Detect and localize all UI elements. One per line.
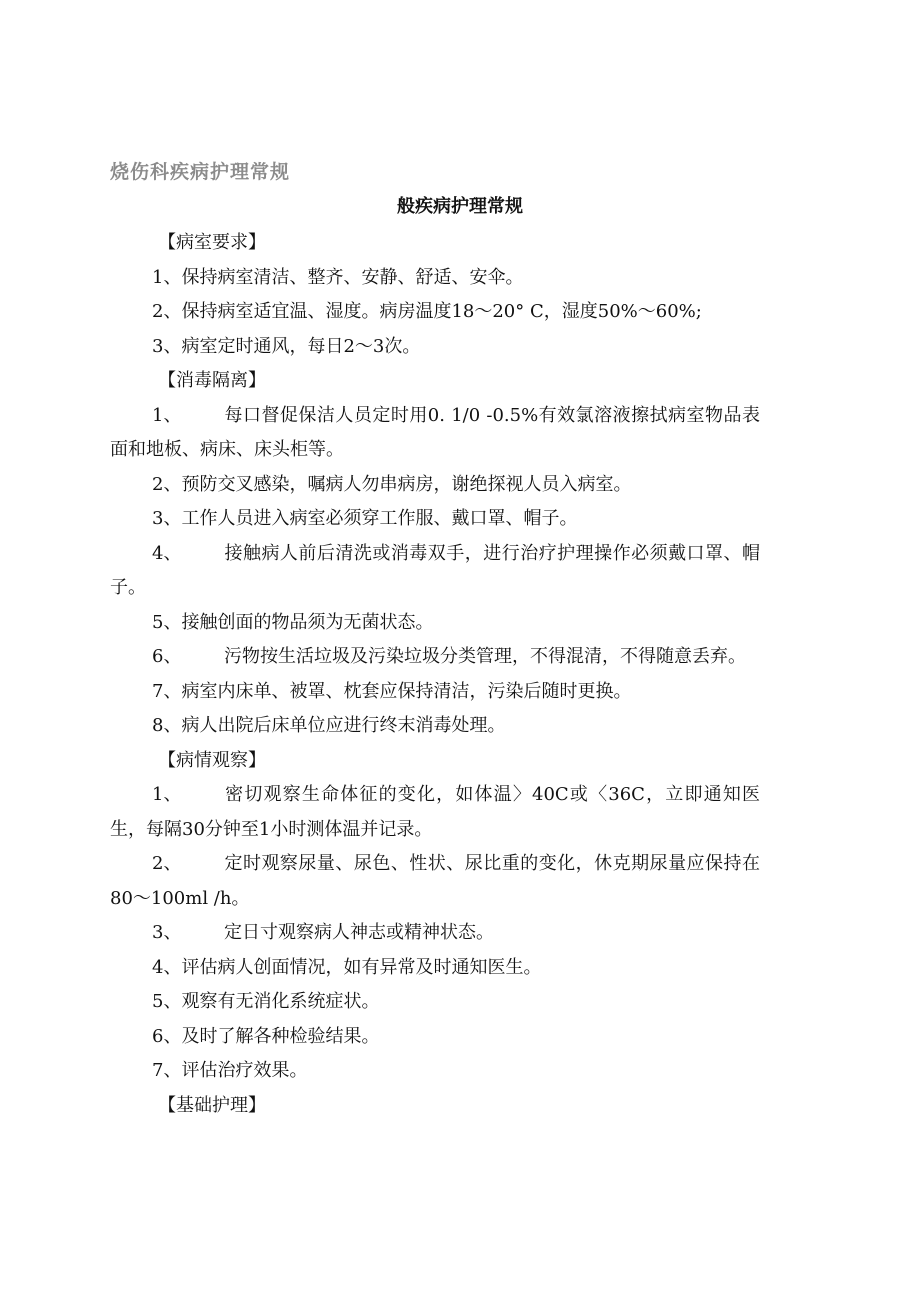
item-text: 病室定时通风，每日2〜3次。	[181, 335, 421, 357]
list-item	[110, 606, 760, 641]
item-number: 5、	[152, 611, 182, 633]
item-number: 6、	[152, 1025, 182, 1047]
list-item	[110, 295, 760, 330]
section-heading: 【消毒隔离】	[158, 370, 266, 391]
item-text: 接触病人前后清洗或消毒双手，进行治疗护理操作必须戴口罩、帽子。	[110, 542, 760, 598]
item-text: 污物按生活垃圾及污染垃圾分类管理，不得混清，不得随意丢弃。	[224, 646, 746, 667]
item-number: 3、	[152, 335, 182, 357]
item-number: 4、	[152, 956, 182, 978]
item-number: 1、	[152, 784, 182, 805]
document-title: 烧伤科疾病护理常规	[110, 161, 291, 183]
item-number: 2、	[152, 853, 182, 874]
item-number: 1、	[152, 266, 182, 288]
list-item	[110, 951, 760, 986]
document-body	[110, 226, 760, 1123]
list-item	[110, 330, 760, 365]
list-item	[110, 916, 760, 951]
item-text: 预防交叉感染，嘱病人勿串病房，谢绝探视人员入病室。	[181, 473, 632, 495]
item-text: 评估治疗效果。	[181, 1060, 308, 1081]
item-text: 保持病室适宜温、湿度。病房温度18〜20° C，湿度50%〜60%;	[181, 301, 702, 322]
item-number: 3、	[152, 922, 182, 943]
section-heading: 【病室要求】	[158, 232, 266, 253]
list-item	[110, 399, 760, 468]
item-text: 每口督促保洁人员定时用0. 1/0 -0.5%有效氯溶液擦拭病室物品表面和地板、病床、床头柜等。	[110, 404, 760, 460]
list-item	[110, 985, 760, 1020]
item-text: 病人出院后床单位应进行终末消毒处理。	[181, 715, 506, 736]
item-number: 1、	[152, 404, 182, 426]
section-subtitle: 般疾病护理常规	[397, 196, 523, 217]
section-heading: 【基础护理】	[158, 1094, 266, 1116]
list-item	[110, 1054, 760, 1089]
item-number: 4、	[152, 542, 182, 564]
item-number: 2、	[152, 301, 182, 322]
list-item	[110, 468, 760, 503]
item-text: 病室内床单、被罩、枕套应保持清洁，污染后随时更换。	[181, 680, 632, 702]
item-number: 3、	[152, 508, 182, 529]
list-item	[110, 502, 760, 537]
item-text: 及时了解各种检验结果。	[181, 1025, 380, 1047]
item-text: 密切观察生命体征的变化，如体温〉40C或〈36C，立即通知医生，每隔30分钟至1小时测体温并记录。	[110, 784, 760, 840]
item-text: 定时观察尿量、尿色、性状、尿比重的变化，休克期尿量应保持在80〜100ml /h。	[110, 853, 760, 909]
list-item	[110, 261, 760, 296]
item-number: 8、	[152, 715, 182, 736]
list-item	[110, 709, 760, 744]
item-text: 保持病室清洁、整齐、安静、舒适、安伞。	[181, 266, 524, 288]
item-text: 定日寸观察病人神志或精神状态。	[224, 922, 494, 943]
item-text: 接触创面的物品须为无菌状态。	[181, 611, 434, 633]
item-number: 7、	[152, 680, 182, 702]
list-item	[110, 847, 760, 916]
section-heading: 【病情观察】	[158, 749, 266, 771]
list-item	[110, 640, 760, 675]
item-text: 评估病人创面情况，如有异常及时通知医生。	[181, 956, 542, 978]
item-number: 2、	[152, 473, 182, 495]
item-text: 工作人员进入病室必须穿工作服、戴口罩、帽子。	[181, 508, 578, 529]
list-item	[110, 675, 760, 710]
item-number: 7、	[152, 1060, 182, 1081]
list-item	[110, 778, 760, 847]
item-number: 6、	[152, 646, 182, 667]
item-number: 5、	[152, 991, 182, 1012]
item-text: 观察有无消化系统症状。	[181, 991, 380, 1012]
list-item	[110, 537, 760, 606]
list-item	[110, 1020, 760, 1055]
